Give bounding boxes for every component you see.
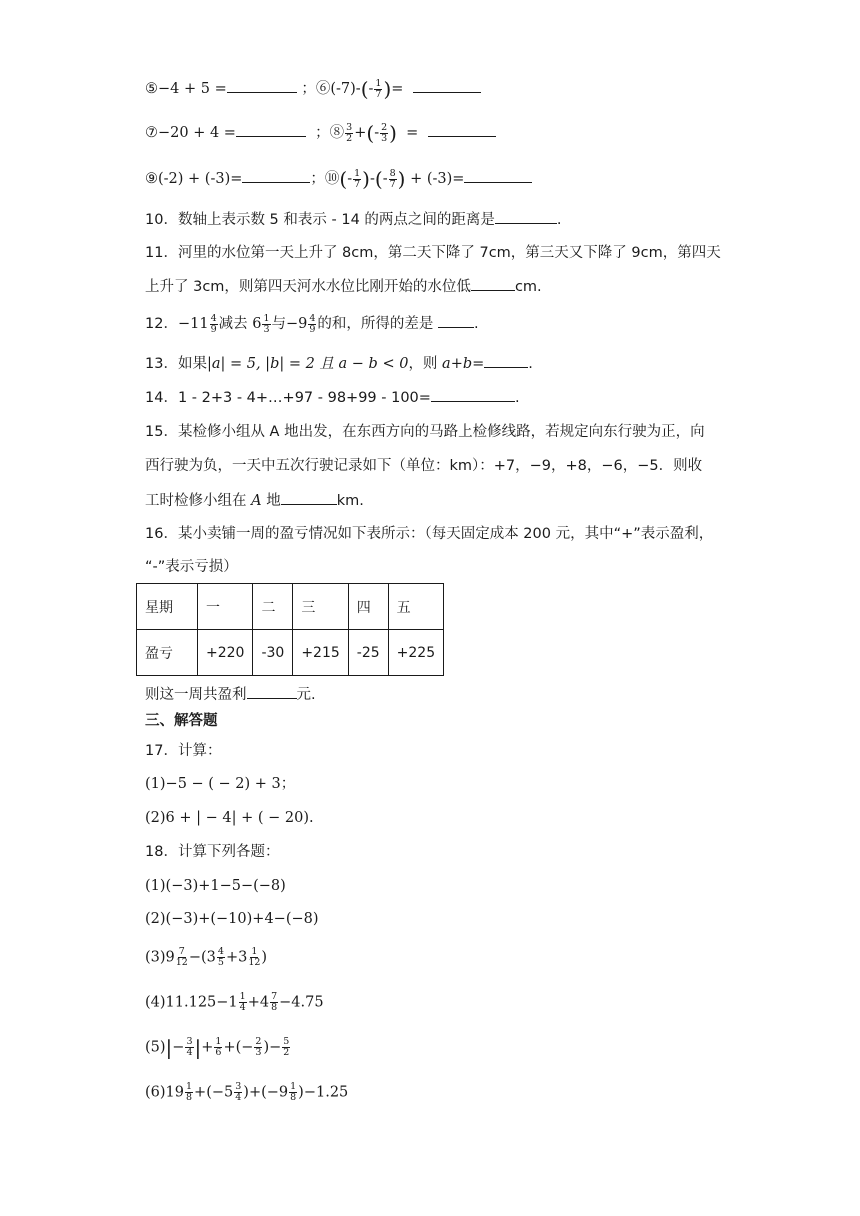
fraction: $\frac{1}{4}$ [239,991,246,1013]
question-11-line2: 上升了 3cm，则第四天河水水位比刚开始的水位低 cm. [145,276,542,297]
question-18-part6: (6)19 $\frac{1}{8}$ +(−5 $\frac{3}{4}$ )+(−9 $\frac{1}{8}$ )−1.25 [145,1081,349,1103]
question-15-line1: 15．某检修小组从 A 地出发，在东西方向的马路上检修线路，若规定向东行驶为正，向 [145,424,705,440]
fraction: $\frac{4}{9}$ [210,312,217,335]
table-row [137,630,444,676]
question-15-line2: 西行驶为负，一天中五次行驶记录如下（单位：km）：+7，−9，+8，−6，−5．则收 [145,458,703,474]
question-16-line2: “-”表示亏损） [145,559,238,575]
fraction: $\frac{4}{9}$ [309,312,316,335]
problem-6: ；⑥(-7)- [301,81,361,97]
problem-9: ⑨(-2) + (-3)= [145,171,243,187]
table-cell: 三 [293,584,348,630]
fraction: $\frac{1}{7}$ [375,77,382,100]
problem-5: ⑤−4 + 5 = [145,81,227,97]
fraction: $\frac{7}{8}$ [271,991,278,1013]
question-10: 10．数轴上表示数 5 和表示 - 14 的两点之间的距离是 . [145,209,562,230]
question-18-part3: (3)9 $\frac{7}{12}$ −(3 $\frac{4}{5}$ +3 $\frac{1}{12}$ ) [145,946,268,968]
fraction: $\frac{2}{3}$ [255,1036,262,1058]
answer-blank[interactable] [495,209,557,224]
answer-blank[interactable] [438,313,474,328]
answer-blank[interactable] [281,490,337,505]
problem-row-9-10: ⑨(-2) + (-3)= ；⑩(- $\frac{1}{7}$ )-(- $\frac{8}{7}$ ) + (-3)= [145,168,532,190]
table-row [137,584,444,630]
fraction: $\frac{1}{8}$ [186,1081,193,1103]
table-cell: 二 [253,584,293,630]
table-cell: 五 [388,584,443,630]
fraction: $\frac{1}{12}$ [248,946,261,968]
question-18-part4: (4)11.125−1 $\frac{1}{4}$ +4 $\frac{7}{8}$ −4.75 [145,991,324,1013]
table-cell: 盈亏 [137,630,198,676]
fraction: $\frac{1}{8}$ [290,1081,297,1103]
question-16-line1: 16．某小卖铺一周的盈亏情况如下表所示：（每天固定成本 200 元，其中“+”表示盈利， [145,526,714,542]
problem-7: ⑦−20 + 4 = [145,125,236,141]
fraction: $\frac{1}{7}$ [354,167,361,190]
fraction: $\frac{1}{6}$ [215,1036,222,1058]
table-cell: -25 [348,630,388,676]
answer-blank[interactable] [227,78,297,93]
question-13: 13．如果|a| = 5, |b| = 2 且 a − b < 0，则 a+b= . [145,353,533,374]
question-16-after: 则这一周共盈利 元. [145,684,316,705]
answer-blank[interactable] [464,168,532,183]
problem-10: ；⑩ [310,171,340,187]
table-cell: +220 [198,630,253,676]
fraction: $\frac{8}{7}$ [389,167,396,190]
profit-loss-table [136,583,444,676]
fraction: $\frac{3}{4}$ [186,1036,193,1058]
answer-blank[interactable] [236,122,306,137]
answer-blank[interactable] [471,276,515,291]
problem-row-5-6: ⑤−4 + 5 = ；⑥(-7)-(- $\frac{1}{7}$ )= [145,78,481,100]
fraction: $\frac{3}{2}$ [346,121,353,144]
question-15-line3: 工时检修小组在 A 地 km. [145,490,364,511]
question-11-line1: 11．河里的水位第一天上升了 8cm，第二天下降了 7cm，第三天又下降了 9cm，第四天 [145,245,721,261]
problem-row-7-8: ⑦−20 + 4 = ；⑧ $\frac{3}{2}$ +(- $\frac{2}{3}$ ) = [145,122,496,144]
table-cell: +225 [388,630,443,676]
question-17-title: 17．计算： [145,743,222,759]
answer-blank[interactable] [428,122,496,137]
table-cell: 四 [348,584,388,630]
table-cell: 一 [198,584,253,630]
table-cell: -30 [253,630,293,676]
table-cell: 星期 [137,584,198,630]
fraction: $\frac{7}{12}$ [175,946,188,968]
question-18-part1: (1)(−3)+1−5−(−8) [145,878,286,894]
fraction: $\frac{5}{2}$ [283,1036,290,1058]
question-17-part2: (2)6 + | − 4| + ( − 20). [145,810,314,826]
question-12: 12．−11 $\frac{4}{9}$ 减去 6 $\frac{1}{3}$ 与−9 $\frac{4}{9}$ 的和，所得的差是 . [145,312,479,335]
section-heading: 三、解答题 [145,713,218,729]
question-18-part2: (2)(−3)+(−10)+4−(−8) [145,911,319,927]
answer-blank[interactable] [247,684,297,699]
question-18-part5: (5)|− $\frac{3}{4}$ |+ $\frac{1}{6}$ +(− $\frac{2}{3}$ )− $\frac{5}{2}$ [145,1035,290,1060]
answer-blank[interactable] [413,78,481,93]
answer-blank[interactable] [484,353,528,368]
answer-blank[interactable] [431,387,515,402]
problem-8: ；⑧ [315,125,345,141]
fraction: $\frac{4}{5}$ [217,946,224,968]
fraction: $\frac{3}{4}$ [235,1081,242,1103]
fraction: $\frac{1}{3}$ [263,312,270,335]
fraction: $\frac{2}{3}$ [381,121,388,144]
table-cell: +215 [293,630,348,676]
question-14: 14．1 - 2+3 - 4+…+97 - 98+99 - 100= . [145,387,520,408]
question-18-title: 18．计算下列各题： [145,844,280,860]
question-17-part1: (1)−5 − ( − 2) + 3； [145,776,296,792]
answer-blank[interactable] [242,168,310,183]
